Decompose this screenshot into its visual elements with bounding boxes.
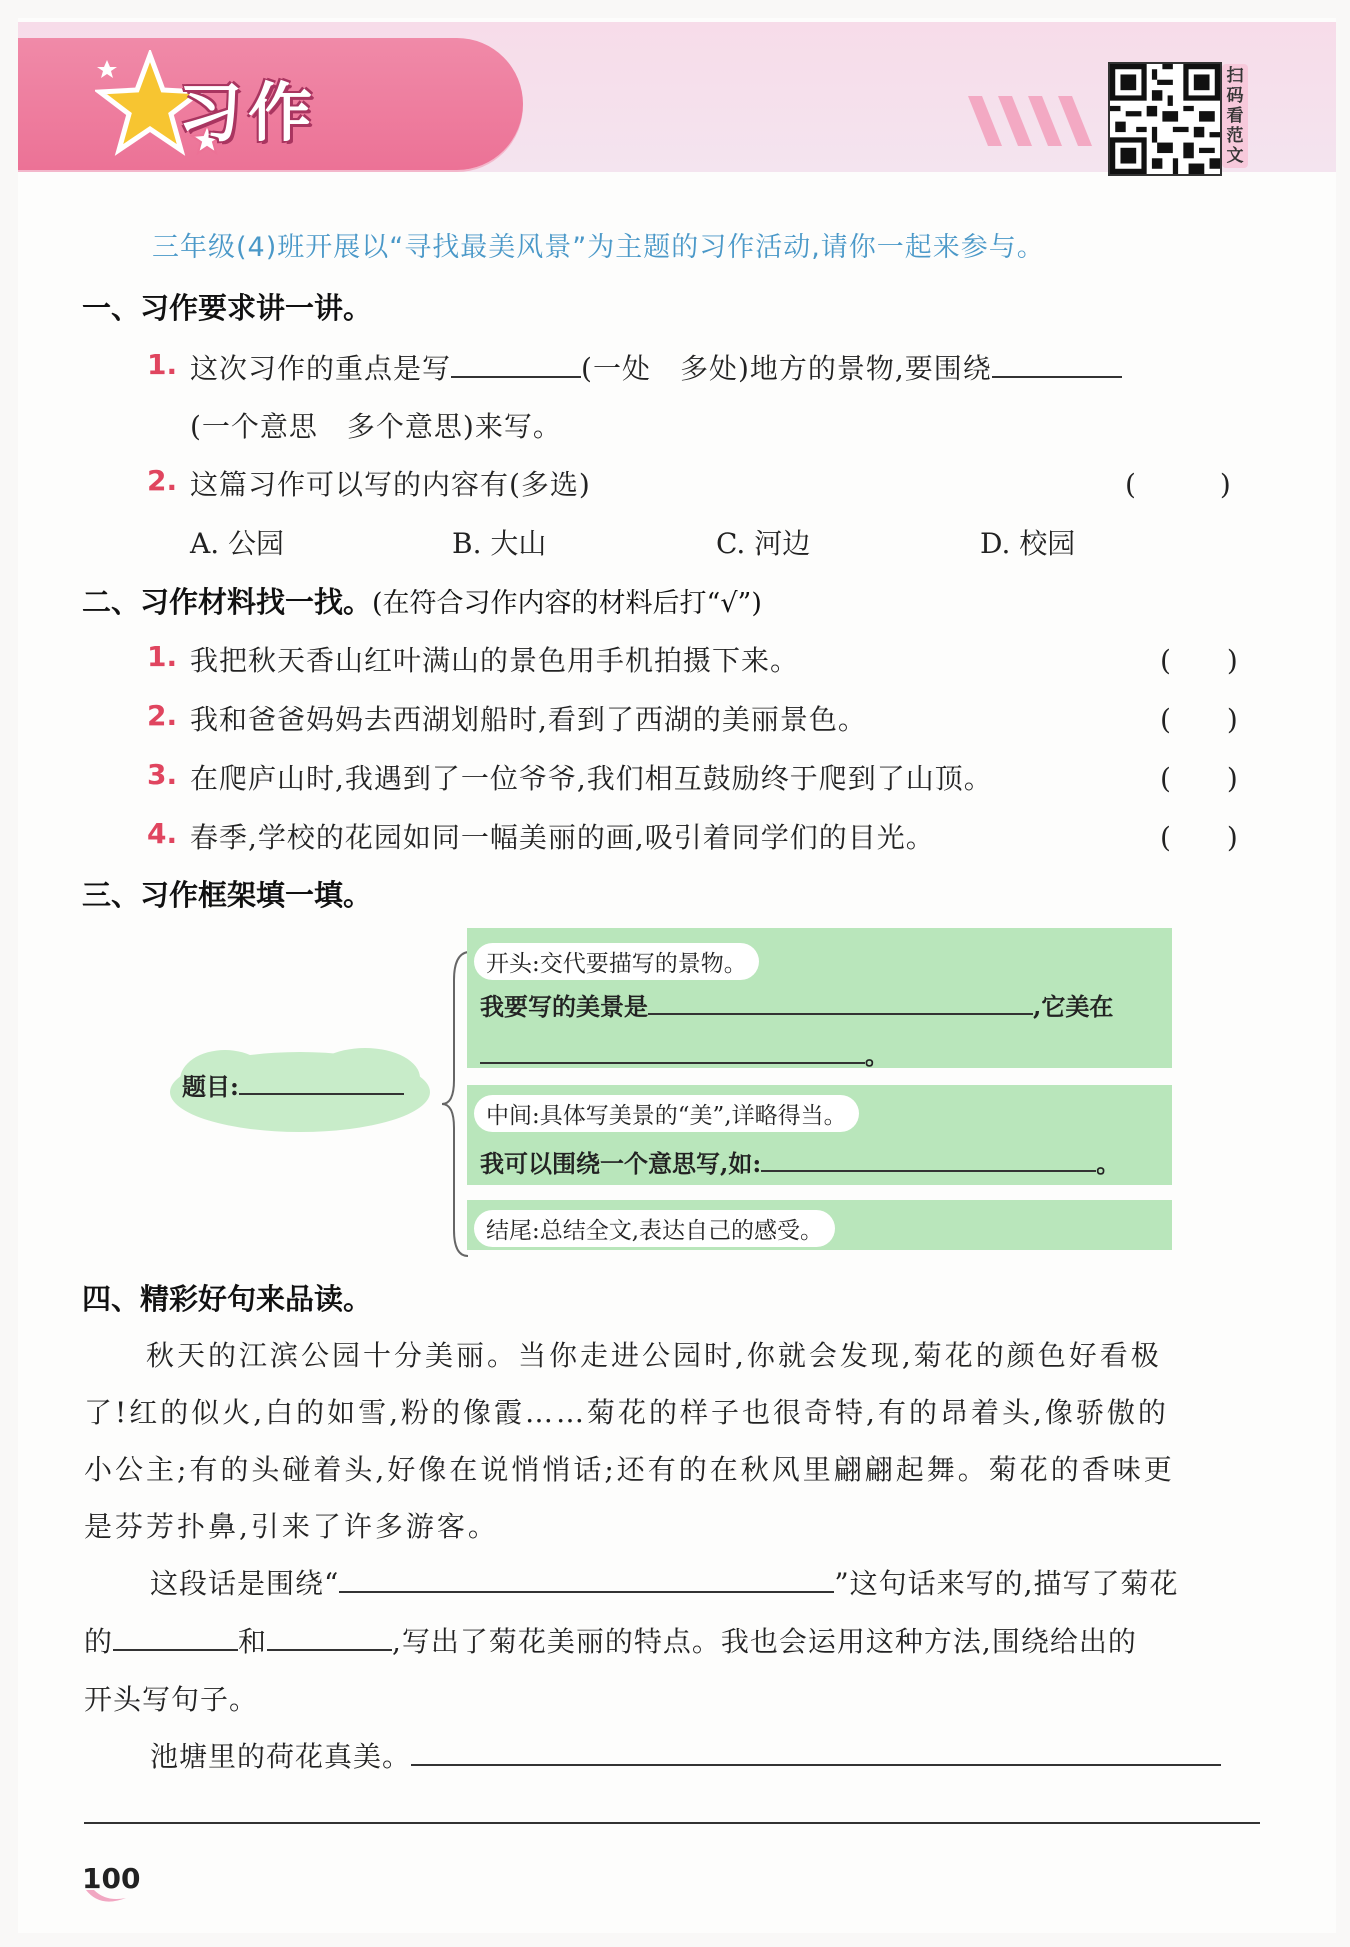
page-title: 习作 [178, 77, 318, 151]
section3-heading: 三、习作框架填一填。 [82, 878, 373, 912]
s4-q-line3: 开头写句子。 [84, 1683, 259, 1716]
s4-answer-blank-2[interactable] [84, 1822, 1260, 1824]
q1-text-a: 这次习作的重点是写 [190, 352, 452, 385]
q1-line2: (一个意思 多个意思)来写。 [190, 410, 562, 443]
section2-heading [82, 580, 762, 621]
s2-item3-number: 3. [147, 758, 178, 791]
s4-q-text-a: 这段话是围绕“ [150, 1567, 340, 1600]
section4-heading: 四、精彩好句来品读。 [82, 1282, 373, 1316]
page-number: 100 [82, 1862, 141, 1895]
middle-line [480, 1144, 1120, 1179]
s2-item4-text: 春季,学校的花园如同一幅美丽的画,吸引着同学们的目光。 [190, 821, 935, 854]
middle-text: 我可以围绕一个意思写,如: [480, 1149, 762, 1178]
middle-blank[interactable] [761, 1148, 1096, 1172]
topic-blank[interactable] [239, 1071, 404, 1095]
s2-item3-text: 在爬庐山时,我遇到了一位爷爷,我们相互鼓励终于爬到了山顶。 [190, 762, 993, 795]
s2-item4-number: 4. [147, 817, 178, 850]
opening-text-a: 我要写的美景是 [480, 992, 648, 1021]
q2-number: 2. [147, 464, 178, 497]
framework-brace [440, 950, 470, 1258]
q1-blank-2[interactable] [992, 350, 1122, 378]
passage-line3: 小公主;有的头碰着头,好像在说悄悄话;还有的在秋风里翩翩起舞。菊花的香味更 [84, 1453, 1175, 1486]
s4-answer-blank-1[interactable] [411, 1738, 1221, 1766]
s4-q-line1 [150, 1562, 1179, 1602]
s4-blank-1[interactable] [113, 1623, 238, 1651]
s2-item1-number: 1. [147, 640, 178, 673]
s2-item1-text: 我把秋天香山红叶满山的景色用手机拍摄下来。 [190, 644, 800, 677]
intro-text: 三年级(4)班开展以“寻找最美风景”为主题的习作活动,请你一起来参与。 [152, 232, 1045, 263]
section2-title: 二、习作材料找一找。 [82, 585, 373, 619]
passage-line4: 是芬芳扑鼻,引来了许多游客。 [84, 1510, 499, 1543]
passage-line1: 秋天的江滨公园十分美丽。当你走进公园时,你就会发现,菊花的颜色好看极 [84, 1339, 1162, 1372]
opening-text-b: ,它美在 [1033, 992, 1114, 1021]
topic-field [182, 1067, 404, 1102]
ending-tag: 结尾:总结全文,表达自己的感受。 [474, 1210, 835, 1247]
opening-period: 。 [865, 1041, 889, 1070]
opening-blank-1[interactable] [648, 991, 1033, 1015]
opening-line2 [480, 1036, 889, 1071]
middle-period: 。 [1096, 1149, 1121, 1178]
s4-q-line2 [84, 1620, 1137, 1660]
s4-q-line4 [150, 1735, 1221, 1775]
s2-item2-paren[interactable]: ( ) [1160, 703, 1238, 736]
s2-item2-text: 我和爸爸妈妈去西湖划船时,看到了西湖的美丽景色。 [190, 703, 867, 736]
s4-q2-text-a: 的 [84, 1625, 114, 1658]
q2-option-c: C. 河边 [716, 527, 811, 560]
qr-caption: 扫码看范文 [1222, 64, 1248, 168]
section2-note: (在符合习作内容的材料后打“√”) [372, 588, 762, 619]
opening-blank-2[interactable] [480, 1040, 865, 1064]
section1-heading: 一、习作要求讲一讲。 [82, 291, 373, 325]
s4-blank-2[interactable] [267, 1623, 392, 1651]
s2-item4-paren[interactable]: ( ) [1160, 821, 1238, 854]
passage-line2: 了!红的似火,白的如雪,粉的像霞……菊花的样子也很奇特,有的昂着头,像骄傲的 [84, 1396, 1169, 1429]
q2-option-b: B. 大山 [452, 527, 547, 560]
s4-q2-text-c: ,写出了菊花美丽的特点。我也会运用这种方法,围绕给出的 [392, 1625, 1137, 1658]
qr-code-icon [1110, 64, 1220, 174]
s4-prompt: 池塘里的荷花真美。 [150, 1740, 412, 1773]
opening-line1 [480, 987, 1113, 1022]
q2-option-d: D. 校园 [980, 527, 1076, 560]
qr-code[interactable] [1108, 62, 1222, 176]
decor-stripes [968, 96, 1118, 146]
q2-text: 这篇习作可以写的内容有(多选) [190, 468, 591, 501]
q2-option-a: A. 公园 [190, 527, 285, 560]
s2-item1-paren[interactable]: ( ) [1160, 644, 1238, 677]
s4-q2-text-b: 和 [238, 1625, 268, 1658]
q1-blank-1[interactable] [451, 350, 581, 378]
q1-line1 [190, 347, 1122, 387]
opening-tag: 开头:交代要描写的景物。 [474, 943, 759, 980]
topic-label: 题目: [182, 1072, 239, 1101]
middle-tag: 中间:具体写美景的“美”,详略得当。 [474, 1095, 859, 1132]
q1-text-b: (一处 多处)地方的景物,要围绕 [581, 352, 992, 385]
q1-number: 1. [147, 348, 178, 381]
s2-item2-number: 2. [147, 699, 178, 732]
s2-item3-paren[interactable]: ( ) [1160, 762, 1238, 795]
q2-answer-paren[interactable]: ( ) [1125, 468, 1231, 501]
s4-blank-sentence[interactable] [339, 1565, 834, 1593]
s4-q-text-b: ”这句话来写的,描写了菊花 [834, 1567, 1179, 1600]
